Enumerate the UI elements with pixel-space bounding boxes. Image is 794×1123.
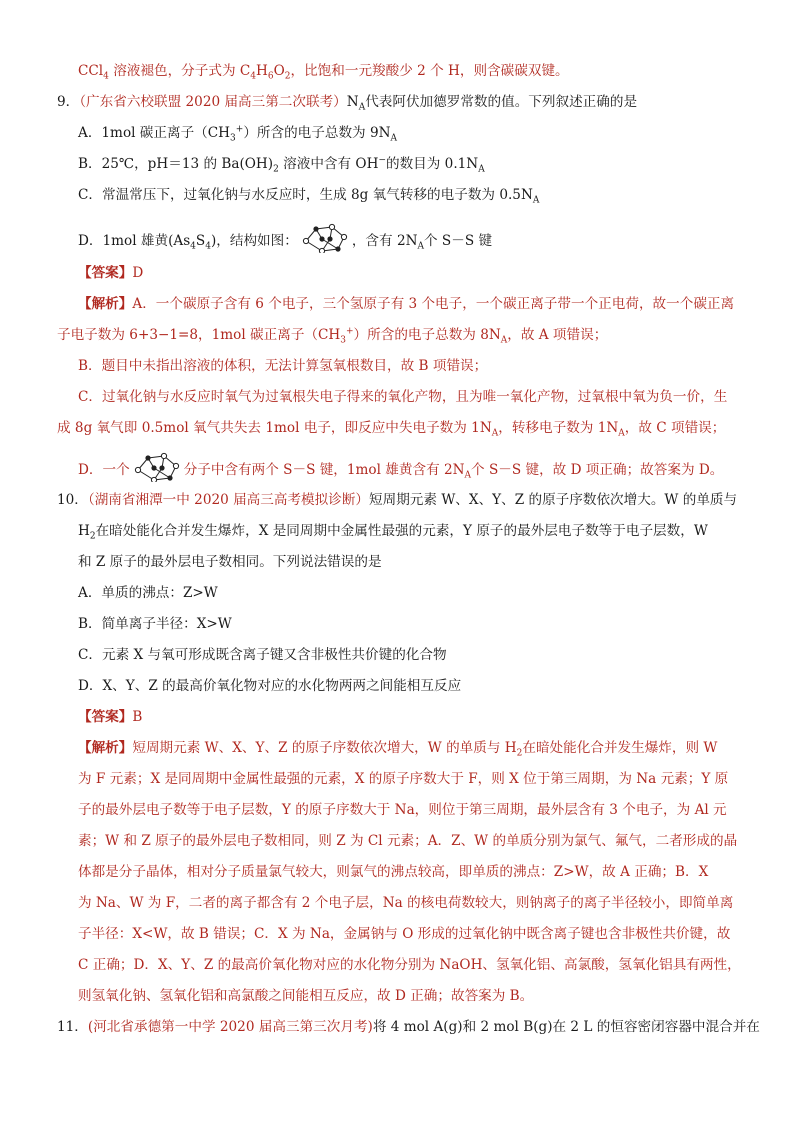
realgar-structure-diagram bbox=[302, 223, 348, 253]
text-run: C 正确；D．X、Y、Z 的最高价氧化物对应的水化物分别为 NaOH、氢氧化铝、高氯酸，氢氧化铝具有两性， bbox=[78, 957, 741, 973]
text-run: (河北省承德第一中学 2020 届高三第三次月考) bbox=[87, 1019, 373, 1035]
text-line-l15 bbox=[78, 520, 708, 542]
text-line-l04 bbox=[78, 153, 485, 175]
text-line-l31 bbox=[57, 1016, 760, 1038]
text-line-l16 bbox=[78, 551, 382, 573]
text-run: 将 4 mol A(g)和 2 mol B(g)在 2 L 的恒容密闭容器中混合并在 bbox=[372, 1019, 760, 1035]
text-run: 4 bbox=[190, 241, 196, 252]
text-run: + bbox=[346, 326, 354, 337]
text-run: ，转移电子数为 1N bbox=[498, 420, 619, 436]
text-run: 2 bbox=[284, 71, 291, 82]
text-line-l25 bbox=[78, 830, 737, 852]
text-run: H bbox=[256, 63, 268, 79]
molecule-diagram bbox=[302, 223, 348, 260]
text-run: ）所含的电子总数为 9N bbox=[243, 125, 391, 141]
text-run: 2 bbox=[273, 164, 279, 175]
text-run: A bbox=[491, 428, 499, 439]
text-line-l23 bbox=[78, 768, 728, 790]
text-line-l22 bbox=[78, 737, 717, 759]
text-run: D．X、Y、Z 的最高价氧化物对应的水化物两两之间能相互反应 bbox=[78, 678, 462, 694]
text-line-l08 bbox=[78, 293, 734, 315]
text-run: 11． bbox=[57, 1019, 88, 1035]
text-run: A bbox=[532, 195, 540, 206]
text-run: 在暗处能化合并发生爆炸，则 W bbox=[522, 740, 718, 756]
text-run: 4 bbox=[205, 241, 211, 252]
text-run: A bbox=[464, 470, 472, 481]
text-run: （湖南省湘潭一中 2020 届高三高考模拟诊断） bbox=[87, 492, 370, 508]
text-run: O bbox=[273, 63, 285, 79]
text-run: （广东省六校联盟 2020 届高三第二次联考） bbox=[79, 94, 347, 110]
answer-label: 【答案】 bbox=[78, 265, 133, 281]
text-run: 4 bbox=[103, 71, 109, 82]
text-line-l10 bbox=[78, 355, 487, 377]
text-run: ）所含的电子总数为 8N bbox=[353, 327, 501, 343]
text-line-l11 bbox=[78, 386, 727, 408]
answer-label: 【解析】 bbox=[78, 740, 133, 756]
text-run: B．25℃，pH＝13 的 Ba(OH) bbox=[78, 156, 274, 172]
text-line-l24 bbox=[78, 799, 727, 821]
text-run: 9． bbox=[57, 94, 80, 110]
text-line-l06 bbox=[78, 223, 492, 260]
text-run: 6 bbox=[267, 71, 274, 82]
text-run: 个 S－S 键，故 D 项正确；故答案为 D。 bbox=[471, 462, 724, 478]
text-line-l03 bbox=[78, 122, 397, 144]
text-line-l02 bbox=[57, 91, 637, 113]
text-run: C．过氧化钠与水反应时氧气为过氧根失电子得来的氧化产物，且为唯一氧化产物，过氧根中氧为负一价，生 bbox=[78, 389, 728, 405]
text-run: A．单质的沸点：Z>W bbox=[78, 585, 218, 601]
text-run: 3 bbox=[230, 133, 236, 144]
text-run: 的数目为 0.1N bbox=[385, 156, 479, 172]
text-run: A．一个碳原子含有 6 个电子，三个氢原子有 3 个电子，一个碳正离子带一个正电荷，故一个碳正离 bbox=[132, 296, 735, 312]
text-run: 体都是分子晶体，相对分子质量氯气较大，则氯气的沸点较高，即单质的沸点：Z>W，故 A 正确；B．X bbox=[78, 864, 709, 880]
text-run: A bbox=[618, 428, 625, 439]
text-line-l05 bbox=[78, 184, 539, 206]
text-run: B bbox=[132, 709, 143, 725]
text-line-l20 bbox=[78, 675, 461, 697]
text-run: 2 bbox=[89, 531, 96, 542]
text-run: + bbox=[235, 124, 244, 135]
text-run: A bbox=[358, 102, 366, 113]
text-run: A bbox=[390, 133, 398, 144]
text-run: ，故 C 项错误； bbox=[624, 420, 726, 436]
text-line-l28 bbox=[78, 923, 730, 945]
text-run: 则氢氧化钠、氢氧化铝和高氯酸之间能相互反应，故 D 正确；故答案为 B。 bbox=[78, 988, 534, 1004]
text-run: CCl bbox=[78, 63, 104, 79]
text-run: 溶液中含有 OH bbox=[278, 156, 379, 172]
text-line-l21 bbox=[78, 706, 142, 728]
text-run: 为 F 元素；X 是同周期中金属性最强的元素，X 的原子序数大于 F，则 X 位于第三周期，为 Na 元素；Y 原 bbox=[78, 771, 729, 787]
text-run: 子电子数为 6+3−1=8，1mol 碳正离子（CH bbox=[57, 327, 341, 343]
text-run: A bbox=[417, 241, 424, 252]
text-run: B．简单离子半径：X>W bbox=[78, 616, 232, 632]
text-run: 子的最外层电子数等于电子层数，Y 的原子序数大于 Na，则位于第三周期，最外层含有 3 个电子，为 Al 元 bbox=[78, 802, 727, 818]
text-run: C．常温常压下，过氧化钠与水反应时，生成 8g 氧气转移的电子数为 0.5N bbox=[78, 187, 533, 203]
text-run: A bbox=[500, 335, 508, 346]
text-run: D bbox=[132, 265, 144, 281]
text-run: ，比饱和一元羧酸少 2 个 H，则含碳碳双键。 bbox=[290, 63, 569, 79]
text-run: D．一个 bbox=[78, 462, 130, 478]
text-run: 分子中含有两个 S－S 键，1mol 雄黄含有 2N bbox=[183, 462, 465, 478]
text-line-l17 bbox=[78, 582, 218, 604]
text-line-l13 bbox=[78, 452, 723, 489]
text-run: 和 Z 原子的最外层电子数相同。下列说法错误的是 bbox=[78, 554, 382, 570]
text-run: 短周期元素 W、X、Y、Z 的原子序数依次增大。W 的单质与 bbox=[369, 492, 738, 508]
text-line-l18 bbox=[78, 613, 232, 635]
text-line-l14 bbox=[57, 489, 737, 511]
text-run: 子半径：X<W，故 B 错误；C．X 为 Na，金属钠与 O 形成的过氧化钠中既含离子键也含非极性共价键，故 bbox=[78, 926, 731, 942]
text-line-l30 bbox=[78, 985, 533, 1007]
text-run: 10． bbox=[57, 492, 88, 508]
answer-label: 【答案】 bbox=[78, 709, 133, 725]
text-line-l19 bbox=[78, 644, 447, 666]
text-line-l27 bbox=[78, 892, 733, 914]
text-run: 在暗处能化合并发生爆炸，X 是同周期中金属性最强的元素，Y 原子的最外层电子数等于电子层数，W bbox=[95, 523, 708, 539]
text-run: C．元素 X 与氧可形成既含离子键又含非极性共价键的化合物 bbox=[78, 647, 447, 663]
text-run: ，故 A 项错误； bbox=[507, 327, 608, 343]
text-line-l26 bbox=[78, 861, 708, 883]
text-run: 成 8g 氧气即 0.5mol 氧气共失去 1mol 电子，即反应中失电子数为 1N bbox=[57, 420, 492, 436]
text-run: ，含有 2N bbox=[351, 233, 418, 249]
text-run: H bbox=[78, 523, 90, 539]
text-run: A．1mol 碳正离子（CH bbox=[78, 125, 231, 141]
text-line-l12 bbox=[57, 417, 725, 439]
text-run: 4 bbox=[250, 71, 257, 82]
text-run: 素；W 和 Z 原子的最外层电子数相同，则 Z 为 Cl 元素；A．Z、W 的单质分别为氯气、氟气，二者形成的晶 bbox=[78, 833, 738, 849]
text-run: D．1mol 雄黄(As bbox=[78, 233, 191, 249]
text-run: 3 bbox=[340, 335, 346, 346]
text-run: 2 bbox=[516, 748, 523, 759]
text-run: 短周期元素 W、X、Y、Z 的原子序数依次增大，W 的单质与 H bbox=[132, 740, 517, 756]
text-run: N bbox=[346, 94, 359, 110]
text-run: 代表阿伏加德罗常数的值。下列叙述正确的是 bbox=[365, 94, 638, 110]
text-line-l01 bbox=[78, 60, 569, 82]
text-run: 个 S－S 键 bbox=[424, 233, 493, 249]
text-line-l09 bbox=[57, 324, 607, 346]
text-line-l07 bbox=[78, 262, 143, 284]
answer-label: 【解析】 bbox=[78, 296, 133, 312]
realgar-structure-diagram bbox=[134, 452, 180, 482]
text-run: )，结构如图： bbox=[210, 233, 298, 249]
text-run: 溶液褪色，分子式为 C bbox=[108, 63, 251, 79]
text-run: A bbox=[478, 164, 485, 175]
molecule-diagram bbox=[134, 452, 180, 489]
text-run: S bbox=[195, 233, 206, 249]
text-run: − bbox=[378, 155, 386, 166]
text-run: 为 Na、W 为 F，二者的离子都含有 2 个电子层，Na 的核电荷数较大，则钠离子的离子半径较小，即简单离 bbox=[78, 895, 734, 911]
text-run: B．题目中未指出溶液的体积，无法计算氢氧根数目，故 B 项错误； bbox=[78, 358, 488, 374]
text-line-l29 bbox=[78, 954, 741, 976]
